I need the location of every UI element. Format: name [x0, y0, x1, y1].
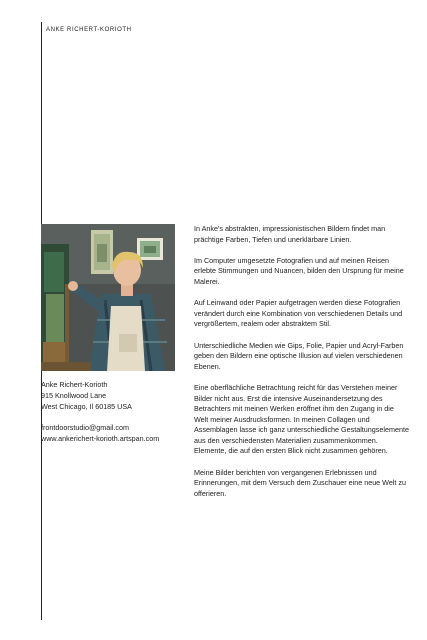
- contact-website[interactable]: www.ankerichert-korioth.artspan.com: [41, 433, 160, 443]
- bio-paragraph: Meine Bilder berichten von vergangenen Erlebnissen und Erinnerungen, mit dem Versuch dem Zuschauer eine neue Welt zu offerieren.: [194, 467, 407, 498]
- artist-photo: [41, 224, 175, 371]
- bio-paragraph: Auf Leinwand oder Papier aufgetragen werden diese Fotografien verändert durch eine Kombination von verschiedenen Details und vergrößertem, realem oder abstraktem Stil.: [194, 298, 403, 329]
- contact-spacer: [41, 412, 181, 423]
- contact-email[interactable]: frontdoorstudio@gmail.com: [41, 423, 129, 433]
- biography-text: [194, 224, 410, 510]
- bio-paragraph: In Anke's abstrakten, impressionistischen Bildern findet man prächtige Farben, Tiefen und unerklärbare Linien.: [194, 224, 386, 244]
- contact-street: 915 Knollwood Lane: [41, 390, 107, 400]
- bio-paragraph: Unterschiedliche Medien wie Gips, Folie, Papier und Acryl-Farben geben den Bildern eine optische Illusion auf vielen verschiedenen Ebenen.: [194, 340, 404, 371]
- contact-name: Anke Richert-Korioth: [41, 380, 108, 389]
- bio-paragraph: Im Computer umgesetzte Fotografien und auf meinen Reisen erlebte Stimmungen und Nuancen, bilden den Ursprung für meine Malerei.: [194, 255, 404, 286]
- bio-paragraph: Eine oberflächliche Betrachtung reicht für das Verstehen meiner Bilder nicht aus. Erst die intensive Auseinandersetzung des Betrachters mit meinen Werken eröffnet ihm den Zugang in die Welt meiner Ausdrucksformen. In meinen Collagen und Assemblagen lasse ich ganz unterschiedliche Gestaltungselemente aus den verschiedensten Materialien zusammenkommen. Elemente, die auf den ersten Blick nicht zusammen gehören.: [194, 382, 409, 456]
- contact-block: [41, 380, 181, 445]
- page-header-title: ANKE RICHERT-KORIOTH: [46, 27, 132, 33]
- contact-city: West Chicago, Il 60185 USA: [41, 401, 132, 411]
